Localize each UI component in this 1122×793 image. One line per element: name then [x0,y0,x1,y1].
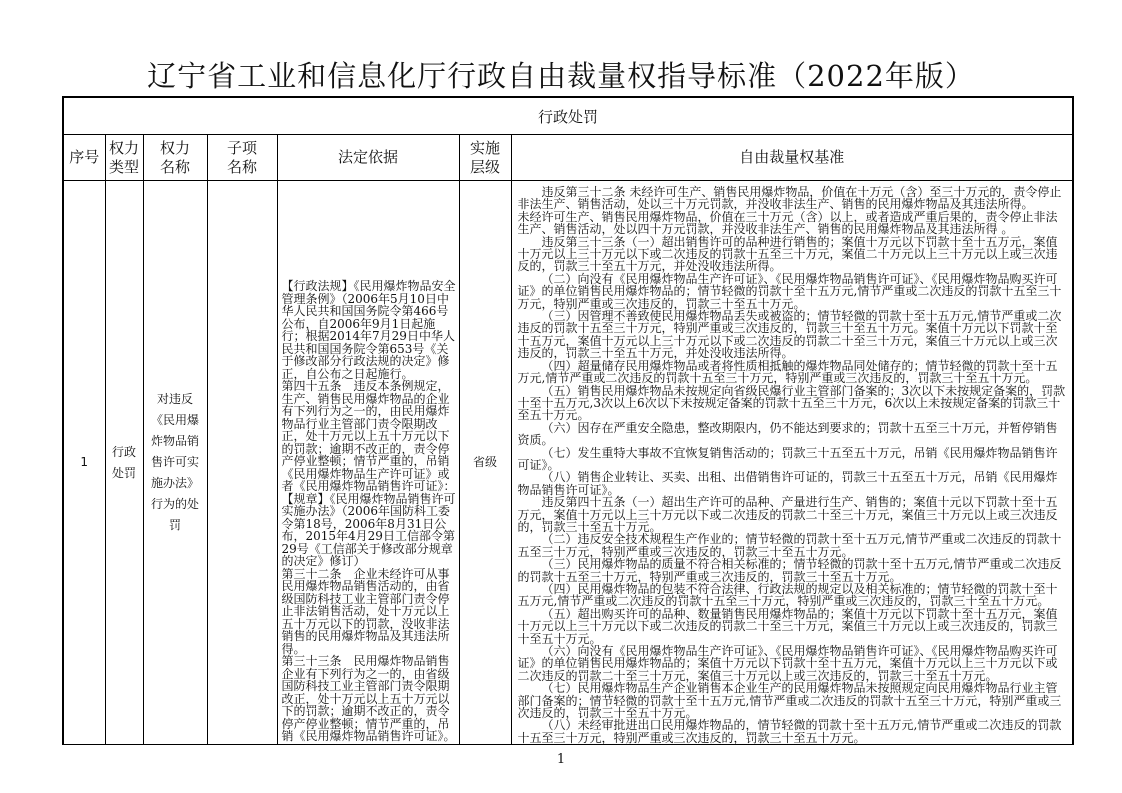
header-sub-item: 子项名称 [207,135,277,181]
header-power-type: 权力类型 [105,135,143,181]
standard-paragraph: （四）民用爆炸物品的包装不符合法律、行政法规的规定以及相关标准的；情节轻微的罚款十至十五万元,情节严重或二次违反的罚款十五至三十万元，特别严重或三次违反的，罚款三十至五十万元。 [517,582,1058,609]
row-seq: 1 [63,181,105,745]
standard-paragraph: （六）因存在严重安全隐患，整改期限内，仍不能达到要求的；罚款十五至三十万元，并暂停销售资质。 [517,420,1058,448]
legal-basis-paragraph: 第三十三条 民用爆炸物品销售企业有下列行为之一的，由省级国防科技工业主管部门责令限期改正，处十万元以上五十万元以下的罚款；逾期不改正的，责令停产停业整顿；情节严重的，吊销《民用爆炸物品销售许可证》。 [281,654,456,743]
standard-paragraph: （七）发生重特大事故不宜恢复销售活动的；罚款三十五至五十万元，吊销《民用爆炸物品销售许可证》。 [517,445,1058,472]
category-cell: 行政处罚 [63,97,1073,135]
header-legal-basis: 法定依据 [277,135,459,181]
standard-paragraph: 未经许可生产、销售民用爆炸物品，价值在三十万元（含）以上，或者造成严重后果的，责令停止非法生产、销售活动，处以四十万元罚款，并没收非法生产、销售的民用爆炸物品及其违法所得 。 [517,209,1058,237]
standard-paragraph: （八）未经审批进出口民用爆炸物品的，情节轻微的罚款十至十五万元,情节严重或二次违反的罚款十五至三十万元，特别严重或三次违反的，罚款三十至五十万元。 [517,718,1062,745]
legal-basis-paragraph: 第三十二条 企业未经许可从事民用爆炸物品销售活动的，由省级国防科技工业主管部门责令停止非法销售活动，处十万元以上五十万元以下的罚款，没收非法销售的民用爆炸物品及其违法所得。 [281,566,450,656]
standard-paragraph: （四）超量储存民用爆炸物品或者将性质相抵触的爆炸物品同处储存的；情节轻微的罚款十至十五万元,情节严重或二次违反的罚款十五至三十万元，特别严重或三次违反的，罚款三十至五十万元。 [517,358,1058,386]
row-standard [511,181,1073,745]
standard-paragraph: 违反第四十五条（一）超出生产许可的品种、产量进行生产、销售的；案值十元以下罚款十至十五万元，案值十万元以上三十万元以下或二次违反的罚款二十至三十万元，案值三十万元以上或三次违反的，罚款三十至五十万元。 [517,495,1058,534]
category-row [63,97,1073,135]
row-level: 省级 [459,181,511,745]
header-row [63,135,1073,181]
standard-paragraph: （七）民用爆炸物品生产企业销售本企业生产的民用爆炸物品未按照规定向民用爆炸物品行业主管部门备案的；情节轻微的罚款十至十五万元,情节严重或二次违反的罚款十五至三十万元，特别严重或三次违反的，罚款三十至五十万元。 [517,681,1062,721]
standard-paragraph: （二）违反安全技术规程生产作业的；情节轻微的罚款十至十五万元,情节严重或二次违反的罚款十五至三十万元，特别严重或三次违反的，罚款三十至五十万元。 [517,532,1062,559]
header-level: 实施层级 [459,135,511,181]
row-legal-basis [277,181,459,745]
header-power-name: 权力名称 [143,135,207,181]
table-row [63,181,1073,745]
standard-paragraph: 违反第三十三条（一）超出销售许可的品种进行销售的；案值十万元以下罚款十至十五万元，案值十万元以上三十万元以下或二次违反的罚款十五至三十万元，案值二十万元以上三十万元以上或三次违反的，罚款三十至五十万元，并处没收违法所得。 [517,234,1058,274]
legal-basis-paragraph: 【规章】《民用爆炸物品销售许可实施办法》（2006年国防科工委令第18号，2006年8月31日公布，2015年4月29日工信部令第29号《工信部关于修改部分规章的决定》修订） [281,491,456,568]
standard-paragraph: （三）民用爆炸物品的质量不符合相关标准的；情节轻微的罚款十至十五万元,情节严重或二次违反的罚款十五至三十万元，特别严重或三次违反的，罚款三十至五十万元。 [517,557,1062,584]
legal-basis-paragraph: 第四十五条 违反本条例规定，生产、销售民用爆炸物品的企业有下列行为之一的，由民用爆炸物品行业主管部门责令限期改正，处十万元以上五十万元以下的罚款；逾期不改正的，责令停产停业整顿；情节严重的，吊销《民用爆炸物品生产许可证》或者《民用爆炸物品销售许可证》： [281,379,456,493]
page-number: 1 [556,752,566,767]
row-sub-item [207,181,277,745]
standard-paragraph: （三）因管理不善致使民用爆炸物品丢失或被盗的；情节轻微的罚款十至十五万元,情节严重或二次违反的罚款十五至三十万元，特别严重或三次违反的，罚款三十至五十万元。案值十万元以下罚款十至十五万元，案值十万元以上三十万元以下或二次违反的罚款二十至三十万元，案值三十万元以上或三次违反的，罚款三十至五十万元，并处没收违法所得。 [517,309,1062,361]
standard-paragraph: （五）超出购买许可的品种、数量销售民用爆炸物品的；案值十万元以下罚款十至十五万元，案值十万元以上三十万元以下或二次违反的罚款二十至三十万元，案值三十万元以上或三次违反的，罚款三十至五十万元。 [517,606,1058,646]
header-standard: 自由裁量权基准 [511,135,1073,181]
document-title: 辽宁省工业和信息化厅行政自由裁量权指导标准（2022年版） [147,59,975,93]
standard-paragraph: 违反第三十二条 未经许可生产、销售民用爆炸物品，价值在十万元（含）至三十万元的，责令停止非法生产、销售活动，处以三十万元罚款，并没收非法生产、销售的民用爆炸物品及其违法所得。 [517,185,1062,212]
standard-paragraph: （五）销售民用爆炸物品未按规定向省级民爆行业主管部门备案的；3次以下未按规定备案的，罚款十至十五万元,3次以上6次以下未按规定备案的罚款十五至三十万元，6次以上未按规定备案的罚款三十至五十万元。 [517,383,1066,423]
row-power-name: 对违反《民用爆炸物品销售许可实施办法》行为的处罚 [143,181,207,745]
standard-paragraph: （六）向没有《民用爆炸物品生产许可证》、《民用爆炸物品销售许可证》、《民用爆炸物品购买许可证》的单位销售民用爆炸物品的；案值十万元以下罚款十至十五万元，案值十万元以上三十万元以下或二次违反的罚款二十至三十万元，案值三十万元以上或三次违反的，罚款三十至五十万元。 [517,644,1058,683]
legal-basis-paragraph: 【行政法规】《民用爆炸物品安全管理条例》（2006年5月10日中华人民共和国国务院令第466号公布，自2006年9月1日起施行；根据2014年7月29日中华人民共和国国务院令第653号《关于修改部分行政法规的决定》修正，自公布之日起施行。 [281,279,456,381]
header-seq: 序号 [63,135,105,181]
standard-paragraph: （二）向没有《民用爆炸物品生产许可证》、《民用爆炸物品销售许可证》、《民用爆炸物品购买许可证》的单位销售民用爆炸物品的；情节轻微的罚款十至十五万元,情节严重或二次违反的罚款十五至三十万元，特别严重或三次违反的，罚款三十至五十万元。 [517,271,1062,311]
row-power-type: 行政处罚 [105,181,143,745]
standard-paragraph: （八）销售企业转让、买卖、出租、出借销售许可证的，罚款三十五至五十万元，吊销《民用爆炸物品销售许可证》。 [517,470,1058,497]
discretion-standard-table [62,96,1074,745]
